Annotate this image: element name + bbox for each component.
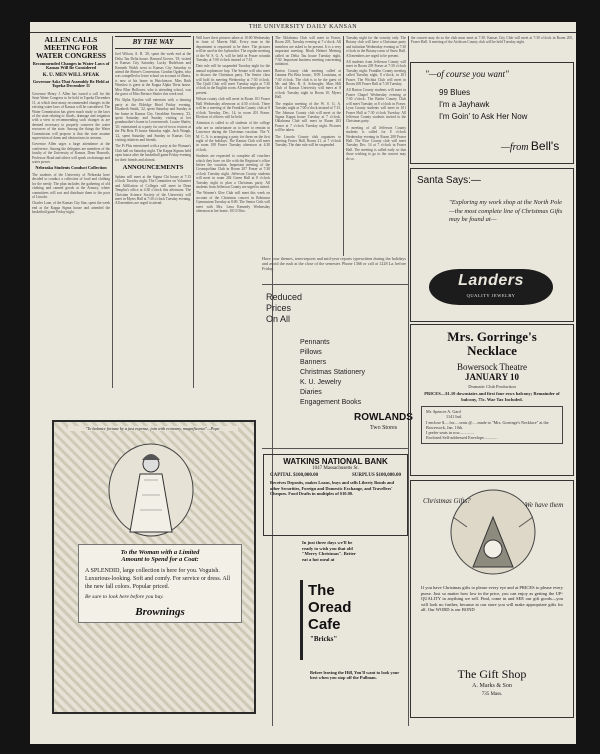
gift-bubble-right: We have them — [524, 501, 564, 509]
bank-address: 1047 Massachusetts St. — [312, 466, 359, 472]
coat-ad-title: To the Woman with a Limited — [120, 549, 200, 556]
brownings-logo: Brownings — [135, 606, 185, 618]
list-item: Diaries — [300, 389, 322, 396]
article-text: Joel Wilson, A. B. '20, spent the week end at the Delta Tau Delta house. Bernard Grover, '18, visited in Kansas City Saturday. Lucky Hudelston and Kenneth Walsh went to Kansas City Saturday to attend the Shrine's Convention. Gordon Ogden, who was compelled to leave school on account of illness, is now at his home in Hutchinson. Miss Ruth Winslow is guest at the Kappa Alpha Theta house. Miss Blue Hollower, who is attending school, was the guest of Miss Bernice Shafer this week end. — [115, 52, 191, 96]
oread-tagline: "Bricks" — [310, 635, 338, 643]
coat-ad-quote: "To balance fortune by a just expense, join with economy, magnificence"—Pope. — [68, 426, 238, 431]
form-line: I prefer seats in row.............. — [426, 430, 474, 436]
article-text: All Barton County students will meet in Fraser Chapel Wednesday evening at 7:30 o'clock. The Butler County Club will meet Tuesday at 8 o'clock in Fraser. Lyon County students will meet in 101 Fraser Hall at 7:30 o'clock Tuesday. All Jefferson County students invited to the Christmas party. — [346, 88, 406, 124]
column-1 — [32, 36, 110, 386]
article-text: Wilson county club will meet in Room 101 Fraser Hall Wednesday afternoon at 4:30 o'clock. There will be a meeting of the Franklin County club at 8 o'clock Tuesday, Dec. 14, in room 201 Fraser. Election of officers will be held. — [196, 97, 270, 119]
subhead: Recommended Changes in Water Laws of Kansas Will Be Considered — [32, 60, 110, 71]
article-text: The Pi Phis entertained with a party at the Woman's Club hall on Saturday night. The Kappa Sigmas held open house after the basketball game Friday evening for their friends and alumni. — [115, 144, 191, 162]
article-text: The Lincoln County club organizes to meeting Fraser Hall, Room 21, at 7 o'clock Tuesday. The date rule will be suspended. — [275, 134, 341, 148]
woman-illustration-icon — [106, 440, 196, 540]
santa-says: Santa Says:— — [417, 175, 481, 186]
newspaper-page — [30, 22, 576, 744]
form-line: Enclosed Self-addressed Envelope............. — [426, 435, 498, 441]
article-text: Date rule will be suspended Tuesday night for the annual sophomore hop. The Senate will also meet to discuss the Christmas party. The Senior class will hold its meeting Wednesday at 7:30 o'clock. The Quill Club will meet Tuesday night at 7:30 o'clock in the English room. All members please be present. — [196, 64, 271, 95]
article-text: All students from Jefferson County will meet in Room 205 Fraser at 7:30 o'clock Tuesday night. Franklin County meeting called Tuesday night, 8 o'clock, in 201 Fraser. The Wichita Club will meet in Room 208 Fraser Hall at 7:30 Tuesday. — [346, 60, 406, 87]
bank-name: WATKINS NATIONAL BANK — [283, 457, 388, 466]
notice-text: Have your themes, term-reports and mid-year reports typewritten during the holidays and avoid the rush at the close of the semester. Phone 1366 or call at 1228 La. before Friday. — [262, 256, 406, 271]
announcements-header: ANNOUNCEMENTS — [122, 164, 184, 172]
gift-bubble-left: Christmas Gifts? — [423, 497, 471, 505]
play-subtitle: Dramatic Club Production — [468, 384, 516, 390]
landers-tagline: QUALITY JEWELRY — [466, 293, 516, 298]
subhead: K. U. MEN WILL SPEAK — [42, 72, 100, 78]
gift-shop-address: 735 Mass. — [481, 692, 503, 697]
column-divider — [343, 36, 344, 256]
oread-border-bar — [300, 580, 303, 660]
landers-logo-badge — [429, 269, 553, 305]
masthead: THE UNIVERSITY DAILY KANSAN — [248, 24, 358, 30]
bank-capital: CAPITAL $100,000.00 — [270, 473, 319, 479]
column-4 — [275, 36, 341, 256]
reduced-prices-heading: Reduced Prices On All — [266, 292, 303, 324]
row-divider — [262, 448, 408, 449]
oread-footer: Before leaving the Hill, You'll want to look your best when you stop off the Pullman. — [310, 670, 400, 681]
article-text: the concert may do so the club must meet at 7:30. Kansas City Club will meet at 7:30 o'clock in Room 205, Fraser Hall. A meeting of the Atchison County club will be held Tuesday night. — [411, 36, 573, 45]
article-text: The regular meeting of the W. S. G. A. Tuesday night at 7:00 o'clock instead of 7:15. The Johnson County club will meet at the Sigma Kappa house Tuesday at 7 o'clock. Oklahoma Club will meet in Room 203 Fraser at 7 o'clock Tuesday night. Pictures will be taken. — [275, 101, 341, 133]
headline-water-congress: ALLEN CALLS MEETING FOR WATER CONGRESS — [35, 35, 107, 60]
gift-shop-logo: The Gift Shop — [457, 667, 527, 681]
article-text: Students are requested to complete all vouchers which they have on file with the Registrar's office before the vacation. Important meeting of the Cosmopolitan Club in Room 207 Fraser at 7:30 o'clock Tuesday night. Jefferson County students will meet in room 204 Green Hall at 8 o'clock Tuesday night to plan a Christmas party. All students from Jefferson County are urged to attend. — [196, 154, 270, 189]
watkins-bank-ad — [263, 454, 408, 536]
necklace-ad — [410, 324, 574, 476]
column-divider — [193, 36, 194, 388]
by-the-way-header: BY THE WAY — [115, 36, 191, 49]
coat-ad-body: A SPLENDID, large collection is here for you. Voguish. Luxurious-looking. Soft and comfy. For service or dress. All the new fall colors. Popular priced. — [85, 568, 231, 590]
bank-surplus: SURPLUS $100,000.00 — [351, 473, 401, 479]
coat-ad-panel — [78, 544, 242, 623]
article-text: Tuesday night for the sorority only. The Botany club will have a Christmas party and initiation Wednesday evening at 7:30 o'clock in the Botany room of Snow Hall. All members are urged to be present. — [346, 36, 406, 58]
subhead: Governor Asks That Assembly Be Held at Topeka December 11 — [32, 78, 110, 89]
article-text: A meeting of all Jefferson County students is called for 8 o'clock Wednesday evening in Room 208 Fraser Hall. The Rice County club will meet Tuesday Dec. 14 at 7 o'clock in Fraser Hall. The meeting is called early so that those wishing to go to the concert may do so. — [346, 125, 406, 161]
article-text: The Women's Glee Club will meet this week on account of the Christmas concert in Robinson Gymnasium Tuesday at 8:00. The Senior Girls will meet with Mrs. Lena Kennedy Wednesday afternoon at her home, 1013 Ohio. — [196, 191, 270, 214]
article-text: Charles Lane, of the Kansas City Star, spent the week end at the Kappa Sigma house and attended the basketball game Friday night. — [32, 201, 110, 215]
list-item: K. U. Jewelry — [300, 379, 342, 386]
oread-cafe-ad — [300, 580, 404, 670]
article-text: Barton County club meeting called at Gamma Phi Beta house, 1109 Louisiana, at 7:30 o'clock. The club is to be the guest of Mr. and Mrs. R. A. Schwegler. Mars Hill Club of Kansas University will meet at 8 o'clock Tuesday night in Room 10, Myers Hall. — [275, 68, 341, 100]
list-item: I'm a Jayhawk — [439, 100, 490, 109]
column-3 — [196, 36, 270, 386]
play-prices: PRICES—$1.10 downstairs and first four rows balcony; Remainder of balcony, 75c. War Tax Included. — [424, 391, 560, 402]
list-item: 99 Blues — [439, 88, 471, 97]
column-2 — [115, 36, 191, 386]
gift-shop-owners: A. Marks & Son — [472, 683, 512, 689]
rowlands-ad — [262, 286, 413, 446]
form-header: Mr. Spencer A. Gard — [426, 409, 461, 415]
masthead-rule — [30, 32, 576, 33]
column-divider — [408, 36, 409, 726]
landers-logo: Landers — [458, 272, 524, 289]
bells-ad — [410, 62, 574, 164]
column-5 — [346, 36, 406, 256]
column-6 — [411, 36, 573, 60]
bank-description: Receives Deposits, makes Loans, buys and sells Liberty Bonds and other Securities, Foreign and Domestic Exchange, and Travellers' Cheques. Food Drafts in multiples of $10.00. — [270, 480, 395, 497]
subhead: Nebraska Students Conduct Collection — [35, 165, 107, 171]
greeting-text: In just three days we'll be ready to wish you that old "Merry Christmas". Better eat a hot meal at — [302, 540, 356, 562]
coat-ad-footer: Be sure to look here before you buy. — [85, 594, 164, 600]
article-text: The students of the University of Nebraska have decided to conduct a collection of food and clothing for the needy. The plan includes the gathering of old clothing and canned goods at the Armory, where committees will sort and distribute them to the poor of Lincoln. — [32, 172, 110, 199]
form-line: I enclose $.....for.....seats @.....made to "Mrs. Gorringe's Necklace" at the Bowersock, Jan. 10th. — [426, 419, 549, 430]
article-text: Attention is called to all students of the college who are so unfortunate as to have to remain in Lawrence during the Christmas vacation. The Y. M. C. A. is arranging a party for them on the first night of the holidays. The Kansas Club will meet in room 108 Fraser Tuesday afternoon at 4:30 o'clock. — [196, 121, 270, 152]
form-address: 1141 Ind. — [446, 414, 462, 420]
article-text: Will have their pictures taken at 10:00 Wednesday in front of Marvin Hall. Every man in the department is requested to be there. The pictures will be used in the Jayhawker. The regular meeting of the W. S. G. A. will be held in Fraser rotunda Tuesday at 7:00 o'clock instead of 7:15. — [196, 36, 270, 63]
article-text: Governor Allen urges a large attendance at the conference. Among the delegates are members of the faculty of the University of Kansas. Dean Haworth, Professor Hoad and others will speak on drainage and water power. — [32, 142, 110, 164]
list-item: Pillows — [300, 349, 322, 356]
coat-ad — [52, 420, 256, 714]
bells-song-list — [439, 87, 527, 123]
bells-quote: "—of course you want" — [425, 69, 509, 79]
column-divider — [112, 36, 113, 388]
ticket-order-form — [421, 406, 563, 443]
gift-shop-ad — [410, 480, 574, 718]
article-text: Sphinx will meet at the Sigma Chi house at 7:15 o'clock Tuesday night. The Committee on Volunteer and Affiliation of Colleges will meet in Dean Templin's office at 4:30 o'clock this afternoon. The Christian Science Society of the University will meet in Myers Hall at 7:30 o'clock Tuesday evening. All members are urged to attend. — [115, 174, 191, 206]
typewriting-notice — [262, 256, 406, 282]
list-item: Banners — [300, 359, 327, 366]
article-text: Governor Henry J. Allen has issued a call for the State Water Congress to be held in Topeka December 11, at which time many recommended changes in the existing water laws of Kansas will be considered. The Water Commission has given much study to the laws of the state relating to floods, drainage and irrigation with a view to recommending such changes as are deemed necessary to properly conserve the water resources of the state. Among the things the Water Commission will propose is that the state assume supervision of dams and obstructions in streams. — [32, 91, 110, 140]
coat-ad-title-2: Amount to Spend for a Coat: — [121, 556, 199, 563]
article-text: Phi Alpha Epsilon will entertain with a dancing party at the Eldridge Hotel Friday evening. Elizabeth Smith, '22, spent Saturday and Sunday at her home in Kansas City. Geraldine Sweeney, '23, spent Saturday and Sunday visiting at her grandmother's home in Leavenworth. Louise Shafer, '20, entertained at a party for out-of-town visitors at the Phi Beta Pi house Saturday night. Jack Waugh, '22, spent Saturday and Sunday in Kansas City visiting relatives and friends. — [115, 98, 191, 143]
gift-shop-body: If you have Christmas gifts to please every eye and at PRICES to please every purse. Just so matter how low in the price, you can enjoy as getting the UP-QUALITY in anything we sell. Find, come in and SEE our gift goods—you will look no further, because at our store you will make appropriate gifts for all. Our WORD is our BOND — [421, 585, 563, 613]
rowlands-logo: ROWLANDS — [354, 412, 413, 423]
play-venue: Bowersock Theatre — [456, 362, 528, 373]
bells-signature: —from Bell's — [501, 139, 560, 153]
play-date: JANUARY 10 — [464, 372, 520, 383]
play-title-2: Necklace — [467, 342, 517, 358]
landers-ad — [410, 168, 574, 322]
bells-logo: Bell's — [530, 139, 560, 153]
rowlands-item-list — [300, 338, 365, 408]
list-item: Engagement Books — [300, 399, 362, 406]
play-title: Mrs. Gorringe's — [447, 329, 537, 344]
row-divider — [262, 284, 408, 285]
bank-capital-row — [264, 471, 407, 480]
list-item: Christmas Stationery — [300, 369, 365, 376]
landers-body: "Exploring my work shop at the North Pole—the most complete line of Christmas Gifts may be found at— — [449, 199, 563, 223]
rowlands-stores: Two Stores — [370, 425, 398, 431]
christmas-greeting — [302, 540, 362, 580]
list-item: Pennants — [300, 339, 330, 346]
oread-cafe-title: The Oread Cafe — [308, 582, 352, 633]
list-item: I'm Goin' to Ask Her Now — [439, 112, 528, 121]
article-text: The Oklahoma Club will meet in Fraser, Room 205, Tuesday evening at 7 o'clock. All members are asked to be present. It is a very important meeting. Black Helmet Meeting called on Delta Tau house Tuesday night, 7:30. Important business meeting concerning initiation. — [275, 36, 341, 67]
